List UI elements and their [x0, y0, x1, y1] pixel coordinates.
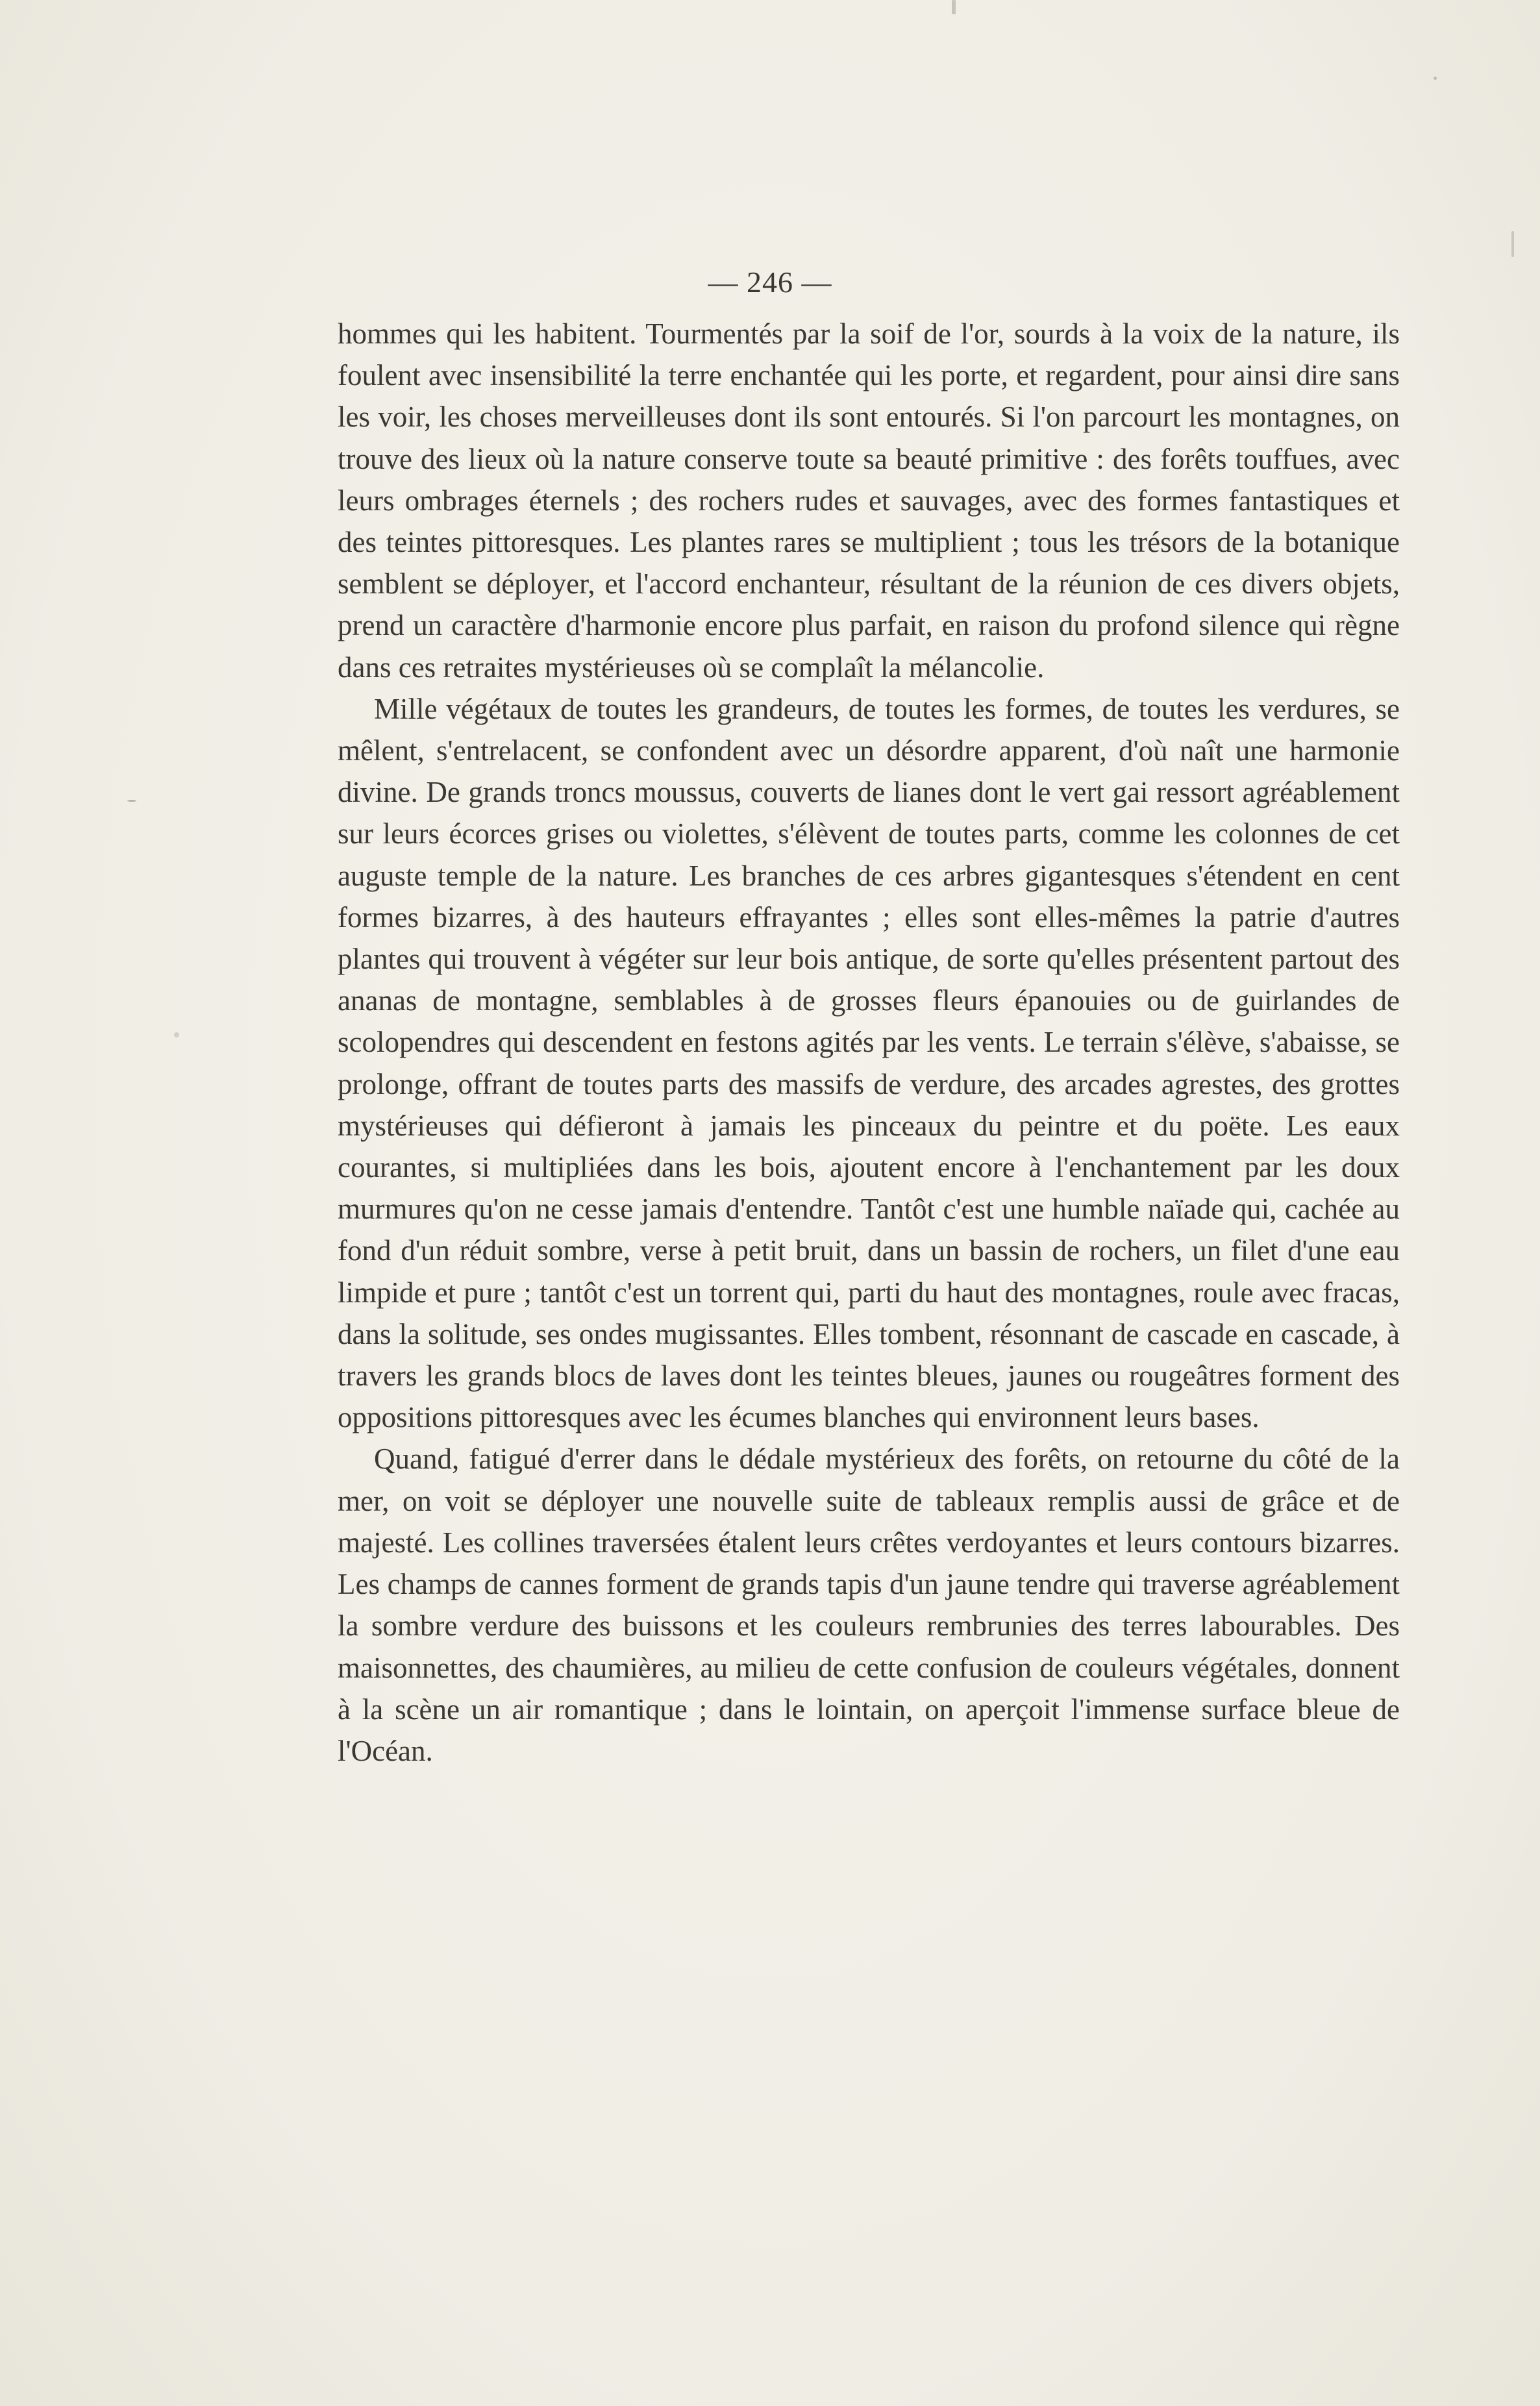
scan-speck — [952, 0, 956, 14]
paragraph-sea-view: Quand, fatigué d'errer dans le dédale mystérieux des forêts, on retourne du côté de la mer, on voit se déployer une nouvelle suite de tableaux remplis aussi de grâce et de majesté. Les collines traversées étalent leurs crêtes verdoyantes et leurs contours bizarres. Les champs de cannes forment de grands tapis d'un jaune tendre qui traverse agréablement la sombre verdure des buissons et les couleurs rembrunies des terres labourables. Des maisonnettes, des chaumières, au milieu de cette confusion de couleurs végétales, donnent à la scène un air romantique ; dans le lointain, on aperçoit l'immense surface bleue de l'Océan. — [338, 1443, 1400, 1767]
paragraph-vegetation: Mille végétaux de toutes les grandeurs, de toutes les formes, de toutes les verdures, se mêlent, s'entrelacent, se confondent avec un désordre apparent, d'où naît une harmonie divine. De grands troncs moussus, couverts de lianes dont le vert gai ressort agréablement sur leurs écorces grises ou violettes, s'élèvent de toutes parts, comme les colonnes de cet auguste temple de la nature. Les branches de ces arbres gigantesques s'étendent en cent formes bizarres, à des hauteurs effrayantes ; elles sont elles-mêmes la patrie d'autres plantes qui trouvent à végéter sur leur bois antique, de sorte qu'elles présentent partout des ananas de montagne, semblables à de grosses fleurs épanouies ou de guirlandes de scolopendres qui descendent en festons agités par les vents. Le terrain s'élève, s'abaisse, se prolonge, offrant de toutes parts des massifs de verdure, des arcades agrestes, des grottes mystérieuses qui défieront à jamais les pinceaux du peintre et du poëte. Les eaux courantes, si multipliées dans les bois, ajoutent encore à l'enchantement par les doux murmures qu'on ne cesse jamais d'entendre. Tantôt c'est une humble naïade qui, cachée au fond d'un réduit sombre, verse à petit bruit, dans un bassin de rochers, un filet d'une eau limpide et pure ; tantôt c'est un torrent qui, parti du haut des montagnes, roule avec fracas, dans la solitude, ses ondes mugissantes. Elles tombent, résonnant de cascade en cascade, à travers les grands blocs de laves dont les teintes bleues, jaunes ou rougeâtres forment des oppositions pittoresques avec les écumes blanches qui environnent leurs bases. — [338, 692, 1400, 1434]
page-number: — 246 — — [708, 266, 832, 299]
scan-speck — [174, 1032, 179, 1037]
paragraph-continued: hommes qui les habitent. Tourmentés par la soif de l'or, sourds à la voix de la nature, ils foulent avec insensibilité la terre enchantée qui les porte, et regardent, pour ainsi dire sans les voir, les choses merveilleuses dont ils sont entourés. Si l'on parcourt les montagnes, on trouve des lieux où la nature conserve toute sa beauté primitive : des forêts touffues, avec leurs ombrages éternels ; des rochers rudes et sauvages, avec des formes fantastiques et des teintes pittoresques. Les plantes rares se multiplient ; tous les trésors de la botanique semblent se déployer, et l'accord enchanteur, résultant de la réunion de ces divers objets, prend un caractère d'harmonie encore plus parfait, en raison du profond silence qui règne dans ces retraites mystérieuses où se complaît la mélancolie. — [338, 317, 1400, 684]
scan-speck — [1434, 77, 1437, 80]
scan-speck — [127, 800, 136, 802]
page-body — [338, 313, 1400, 1772]
scan-speck — [1511, 231, 1514, 257]
